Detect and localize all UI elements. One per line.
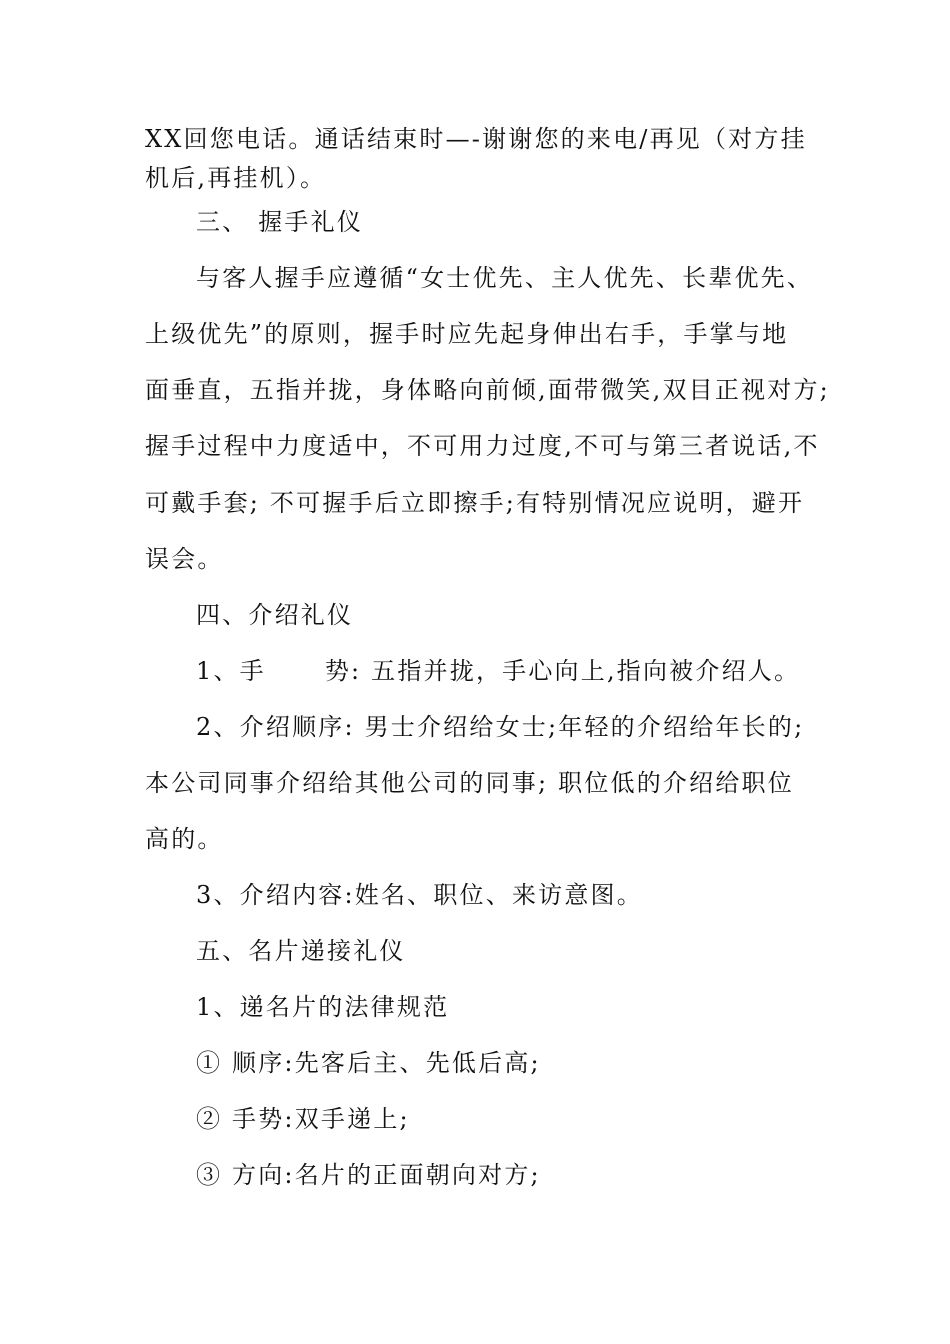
paragraph-line: 握手过程中力度适中，不可用力过度,不可与第三者说话,不 bbox=[145, 432, 820, 460]
section-heading: 四、介绍礼仪 bbox=[196, 601, 354, 629]
paragraph-line: 本公司同事介绍给其他公司的同事; 职位低的介绍给职位 bbox=[145, 769, 794, 797]
list-item: ② 手势:双手递上; bbox=[196, 1105, 410, 1133]
list-item: ① 顺序:先客后主、先低后高; bbox=[196, 1049, 541, 1077]
list-item: ③ 方向:名片的正面朝向对方; bbox=[196, 1161, 541, 1189]
section-heading: 五、名片递接礼仪 bbox=[196, 937, 406, 965]
paragraph-line: 机后,再挂机）。 bbox=[145, 164, 327, 192]
paragraph-line: 与客人握手应遵循“女士优先、主人优先、长辈优先、 bbox=[196, 264, 814, 292]
list-item: 1、递名片的法律规范 bbox=[196, 993, 450, 1021]
paragraph-line: XX回您电话。通话结束时—-谢谢您的来电/再见（对方挂 bbox=[145, 125, 807, 153]
list-item: 2、介绍顺序: 男士介绍给女士;年轻的介绍给年长的; bbox=[196, 713, 805, 741]
paragraph-line: 上级优先”的原则，握手时应先起身伸出右手，手掌与地 bbox=[145, 320, 789, 348]
paragraph-line: 误会。 bbox=[145, 545, 224, 573]
paragraph-line: 面垂直，五指并拢，身体略向前倾,面带微笑,双目正视对方; bbox=[145, 376, 830, 404]
list-item: 3、介绍内容:姓名、职位、来访意图。 bbox=[196, 881, 643, 909]
paragraph-line: 高的。 bbox=[145, 825, 224, 853]
section-heading: 三、 握手礼仪 bbox=[196, 208, 364, 236]
list-item: 1、手 势: 五指并拢，手心向上,指向被介绍人。 bbox=[196, 657, 801, 685]
paragraph-line: 可戴手套; 不可握手后立即擦手;有特别情况应说明，避开 bbox=[145, 489, 805, 517]
